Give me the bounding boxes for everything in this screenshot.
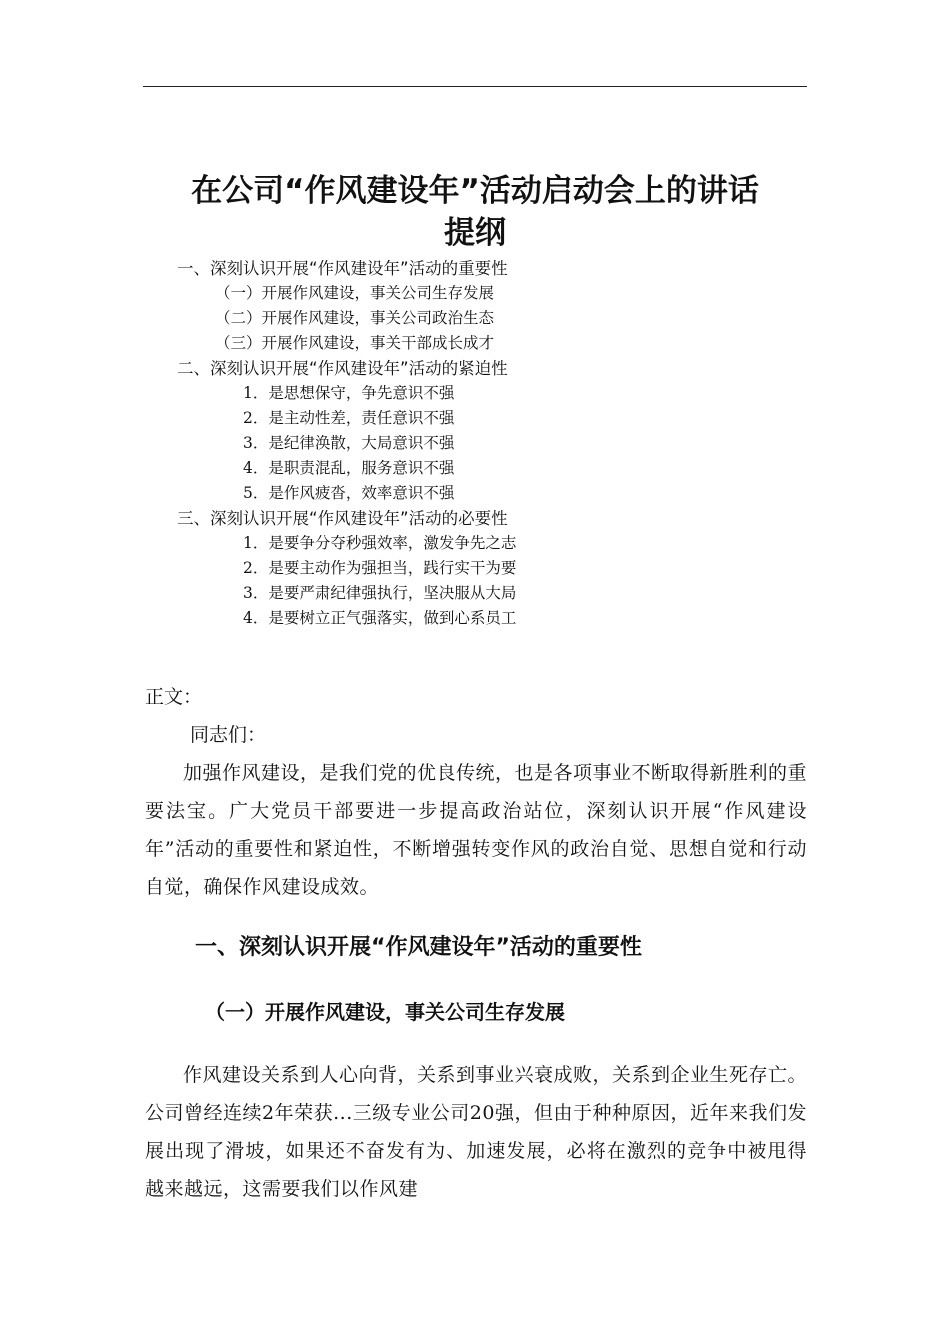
outline-item: 3．是纪律涣散，大局意识不强 [243,434,455,452]
outline-item: 3．是要严肃纪律强执行，坚决服从大局 [243,584,517,602]
subsection-heading: （一）开展作风建设，事关公司生存发展 [205,1000,565,1024]
document-title: 在公司“作风建设年”活动启动会上的讲话 [191,173,759,209]
outline-item: （一）开展作风建设，事关公司生存发展 [215,284,495,302]
header-rule [143,86,807,87]
outline-heading: 三、深刻认识开展“作风建设年”活动的必要性 [177,509,508,528]
section-heading: 一、深刻认识开展“作风建设年”活动的重要性 [195,935,642,960]
outline-item: 1．是要争分夺秒强效率，激发争先之志 [243,534,517,552]
outline-item: （二）开展作风建设，事关公司政治生态 [215,309,495,327]
outline-heading: 一、深刻认识开展“作风建设年”活动的重要性 [177,259,508,278]
outline-heading: 二、深刻认识开展“作风建设年”活动的紧迫性 [177,359,508,378]
body-paragraph: 作风建设关系到人心向背，关系到事业兴衰成败，关系到企业生死存亡。公司曾经连续2年荣获...三级专业公司20强，但由于种种原因，近年来我们发展出现了滑坡，如果还不奋发有为、加速发展，必将在激烈的竞争中被甩得越来越远，这需要我们以作风建 [145,1064,808,1200]
outline-item: （三）开展作风建设，事关干部成长成才 [215,334,495,352]
outline-item: 1．是思想保守，争先意识不强 [243,384,455,402]
intro-paragraph: 加强作风建设，是我们党的优良传统，也是各项事业不断取得新胜利的重要法宝。广大党员干部要进一步提高政治站位，深刻认识开展“作风建设年”活动的重要性和紧迫性，不断增强转变作风的政治自觉、思想自觉和行动自觉，确保作风建设成效。 [145,762,808,898]
body-label: 正文： [145,686,203,708]
outline-item: 5．是作风疲沓，效率意识不强 [243,484,455,502]
greeting: 同志们： [190,724,267,746]
outline-item: 4．是要树立正气强落实，做到心系员工 [243,609,517,627]
outline-item: 2．是主动性差，责任意识不强 [243,409,455,427]
outline-item: 2．是要主动作为强担当，践行实干为要 [243,559,517,577]
document-title-line2: 提纲 [444,215,506,251]
outline-item: 4．是职责混乱，服务意识不强 [243,459,455,477]
